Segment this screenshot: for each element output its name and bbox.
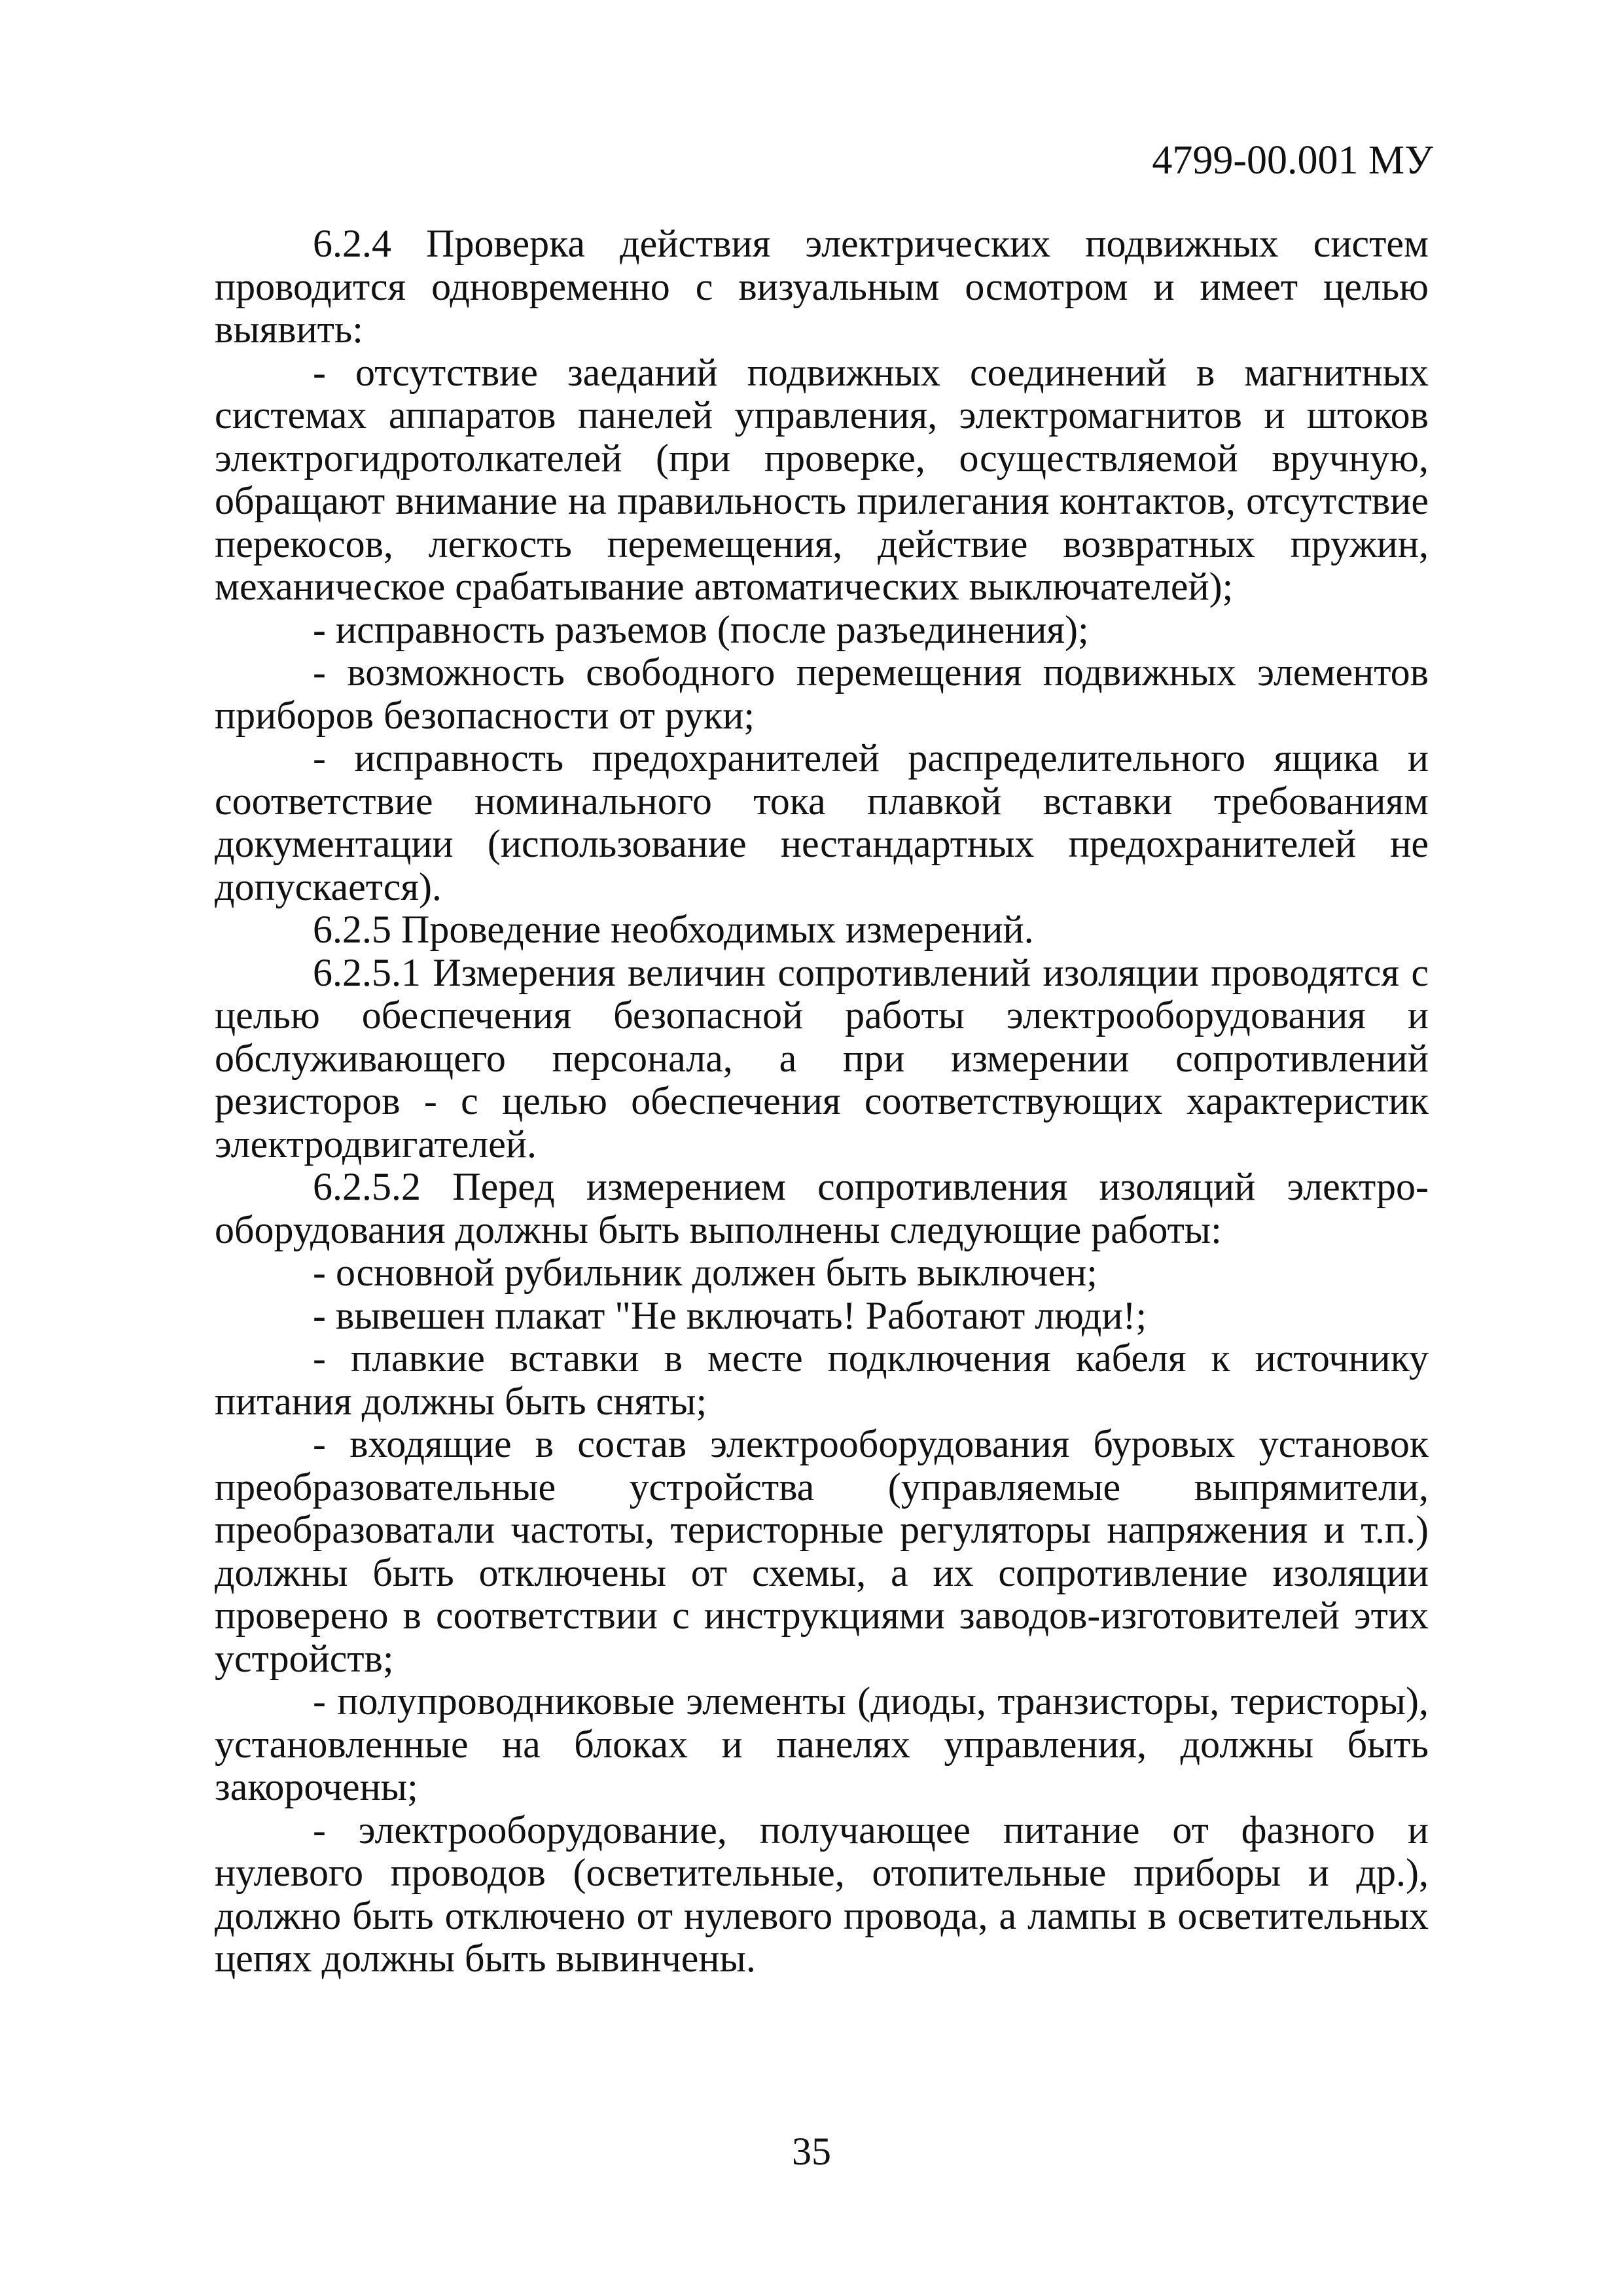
paragraph-main-switch: - основной рубильник должен быть выключен; xyxy=(313,1251,1097,1294)
paragraph-semiconductors: - полупроводниковые элементы (диоды, транзисторы, теристоры), установленные на блоках и панелях управления, должны быть закорочены; xyxy=(215,1679,1429,1808)
page-number: 35 xyxy=(792,2130,831,2173)
paragraph-fuses: - исправность предохранителей распределительного ящика и соответствие номинального тока плавкой вставки требованиям документации (использование нестандартных предохранителей не допускается). xyxy=(215,736,1429,908)
paragraph-fuse-inserts: - плавкие вставки в месте подключения кабеля к источнику питания должны быть сняты; xyxy=(215,1336,1429,1423)
paragraph-6-2-4: 6.2.4 Проверка действия электрических подвижных систем проводится одновременно с визуальным осмотром и имеет целью выявить: xyxy=(215,222,1429,351)
paragraph-poster: - вывешен плакат "Не включать! Работают люди!; xyxy=(313,1293,1147,1337)
paragraph-no-seizure: - отсутствие заеданий подвижных соединений в магнитных системах аппаратов панелей управления, электромагнитов и штоков электрогидротолкателей (при проверке, осуществляемой вручную, обращают внимание на правильность прилегания контактов, отсутствие перекосов, легкость перемещения, действие возвратных пружин, механическое срабатывание автоматических выключателей); xyxy=(215,350,1429,608)
paragraph-6-2-5: 6.2.5 Проведение необходимых измерений. xyxy=(313,908,1034,951)
paragraph-converters: - входящие в состав электрооборудования буровых установок преобразовательные устройства (управляемые выпрямители, преобразоватали частоты, теристорные регуляторы напряжения и т.п.) должны быть отключены от схемы, а их сопротивление изоляции проверено в соответствии с инструкциями заводов-изготовителей этих устройств; xyxy=(215,1422,1429,1680)
paragraph-free-movement: - возможность свободного перемещения подвижных элементов приборов безопасности от руки; xyxy=(215,651,1429,737)
document-code: 4799-00.001 МУ xyxy=(1152,138,1433,183)
body-text xyxy=(215,223,1429,1981)
paragraph-6-2-5-2: 6.2.5.2 Перед измерением сопротивления изоляций электрооборудования должны быть выполнены следующие работы: xyxy=(215,1165,1429,1251)
paragraph-connectors: - исправность разъемов (после разъединения); xyxy=(313,607,1089,651)
paragraph-neutral-wire: - электрооборудование, получающее питание от фазного и нулевого проводов (осветительные, отопительные приборы и др.), должно быть отключено от нулевого провода, а лампы в осветительных цепях должны быть вывинчены. xyxy=(215,1808,1429,1980)
paragraph-6-2-5-1: 6.2.5.1 Измерения величин сопротивлений изоляции проводятся с целью обеспечения безопасной работы электрооборудования и обслуживающего персонала, а при измерении сопротивлений резисторов - с целью обеспечения соответствующих характеристик электродвигателей. xyxy=(215,950,1429,1166)
